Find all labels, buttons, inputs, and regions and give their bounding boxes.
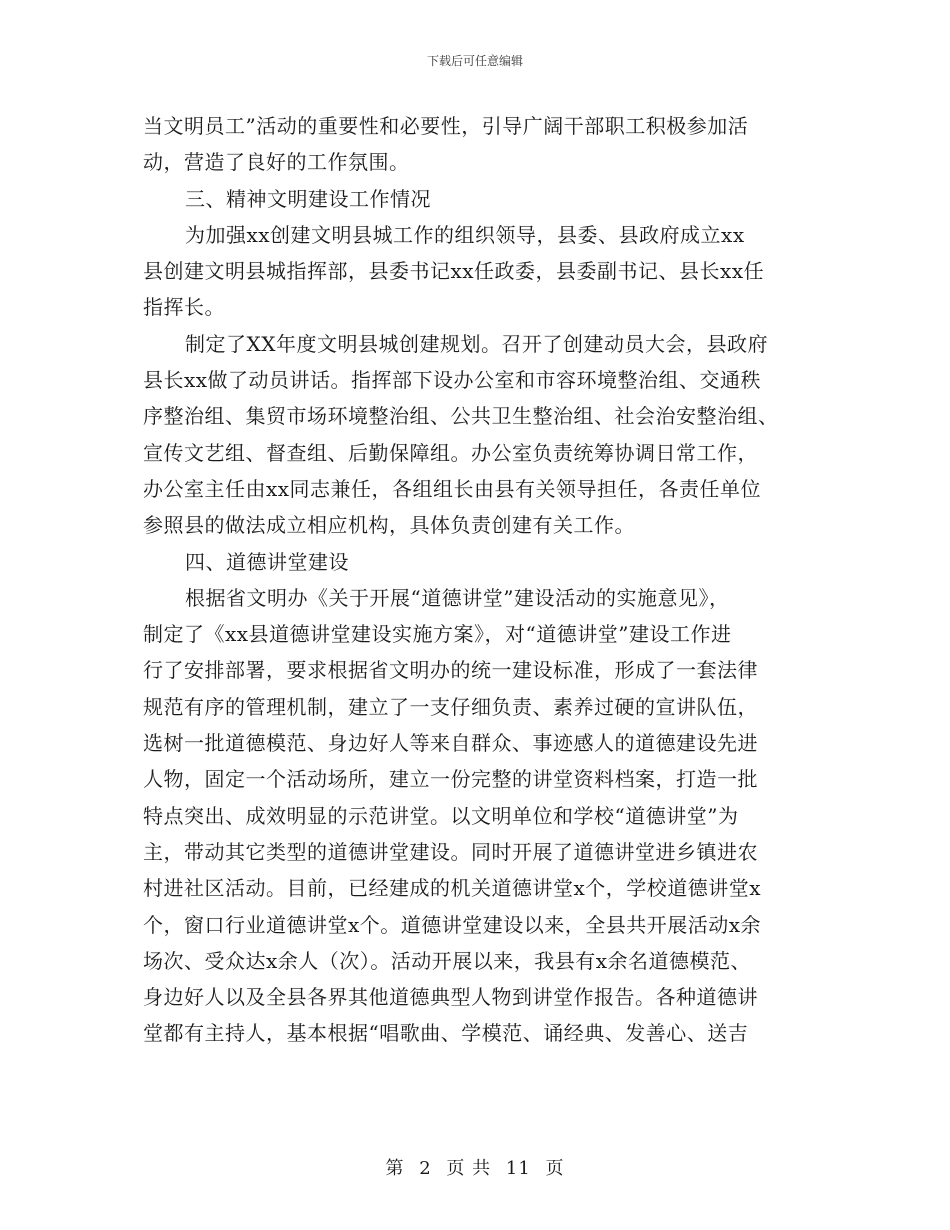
text-line: 三、精神文明建设工作情况 [185,186,431,211]
text-line: 制定了《xx县道德讲堂建设实施方案》，对“道德讲堂”建设工作进 [143,622,732,647]
footer-suffix: 页 [545,1158,565,1179]
footer-total-pages: 11 [505,1158,531,1179]
text-line: 村进社区活动。目前，已经建成的机关道德讲堂x个，学校道德讲堂x [143,876,762,901]
text-line: 堂都有主持人，基本根据“唱歌曲、学模范、诵经典、发善心、送吉 [143,1021,749,1046]
text-line: 制定了XX年度文明县城创建规划。召开了创建动员大会，县政府 [185,331,768,356]
text-line: 县创建文明县城指挥部，县委书记xx任政委，县委副书记、县长xx任 [143,259,765,284]
text-line: 宣传文艺组、督查组、后勤保障组。办公室负责统筹协调日常工作， [143,440,758,465]
page-header-note: 下载后可任意编辑 [426,54,523,68]
text-line: 行了安排部署，要求根据省文明办的统一建设标准，形成了一套法律 [143,658,758,683]
text-line: 选树一批道德模范、身边好人等来自群众、事迹感人的道德建设先进 [143,731,758,756]
text-line: 为加强xx创建文明县城工作的组织领导，县委、县政府成立xx [185,222,745,247]
text-line: 个，窗口行业道德讲堂x个。道德讲堂建设以来，全县共开展活动x余 [143,912,762,937]
page-footer [0,1154,950,1180]
text-line: 指挥长。 [143,295,225,320]
text-line: 规范有序的管理机制，建立了一支仔细负责、素养过硬的宣讲队伍， [143,694,758,719]
text-line: 场次、受众达x余人（次）。活动开展以来，我县有x余名道德模范、 [143,948,752,973]
text-line: 参照县的做法成立相应机构，具体负责创建有关工作。 [143,513,635,538]
text-line: 办公室主任由xx同志兼任，各组组长由县有关领导担任，各责任单位 [143,476,762,501]
text-line: 县长xx做了动员讲话。指挥部下设办公室和市容环境整治组、交通秩 [143,368,762,393]
footer-prefix: 第 [385,1158,405,1179]
text-line: 当文明员工”活动的重要性和必要性，引导广阔干部职工积极参加活 [143,114,749,138]
footer-page-number: 2 [419,1158,432,1179]
document-body [143,108,808,1052]
text-line: 人物，固定一个活动场所，建立一份完整的讲堂资料档案，打造一批 [143,767,758,792]
text-line: 动，营造了良好的工作氛围。 [143,150,410,175]
text-line: 序整治组、集贸市场环境整治组、公共卫生整治组、社会治安整治组、 [143,404,779,429]
footer-middle: 页 共 [446,1158,492,1179]
text-line: 主，带动其它类型的道德讲堂建设。同时开展了道德讲堂进乡镇进农 [143,839,758,864]
text-line: 特点突出、成效明显的示范讲堂。以文明单位和学校“道德讲堂”为 [143,803,739,828]
text-line: 四、道德讲堂建设 [185,549,349,574]
text-line: 身边好人以及全县各界其他道德典型人物到讲堂作报告。各种道德讲 [143,985,758,1010]
text-line: 根据省文明办《关于开展“道德讲堂”建设活动的实施意见》， [185,585,730,610]
